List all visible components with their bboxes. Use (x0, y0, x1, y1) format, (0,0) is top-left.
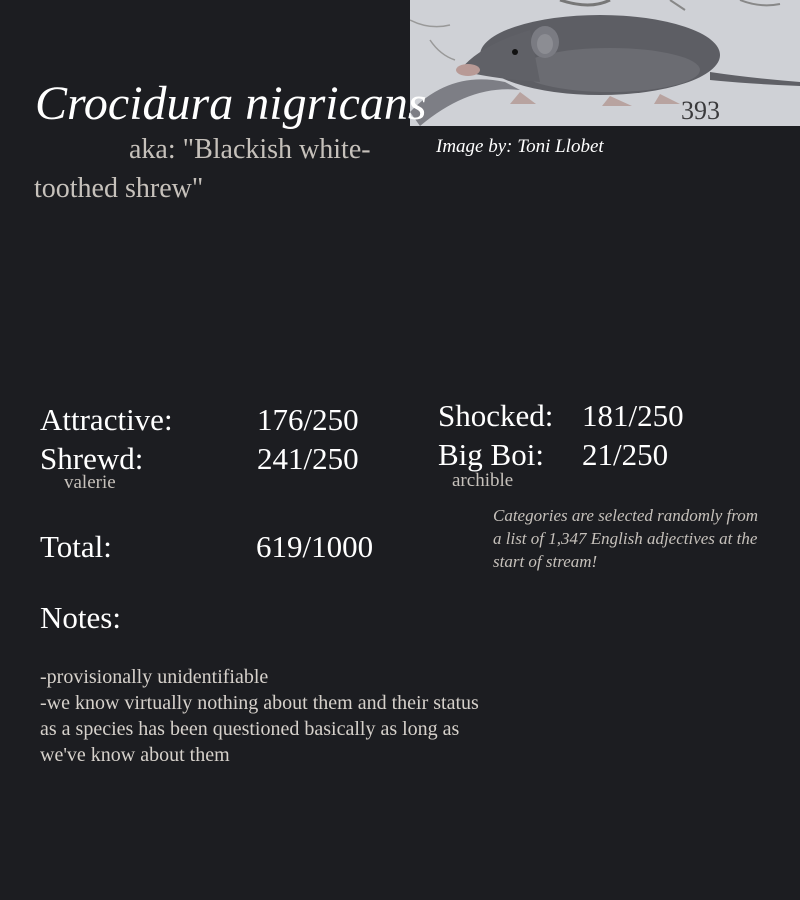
notes-title: Notes: (40, 600, 121, 635)
categories-note: Categories are selected randomly from a list of 1,347 English adjectives at the start of stream! (493, 506, 759, 571)
notes-line: as a species has been questioned basically as long as (40, 718, 460, 740)
score-value-big-boi: 21/250 (582, 437, 669, 472)
shrew-illustration (410, 0, 800, 126)
total-label: Total: (40, 529, 112, 564)
plate-number: 393 (681, 96, 720, 125)
notes-line: we've know about them (40, 744, 230, 766)
score-value-shrewd: 241/250 (257, 441, 359, 476)
score-label-shrewd: Shrewd: (40, 441, 144, 476)
score-value-shocked: 181/250 (582, 398, 684, 433)
common-name-line1: aka: "Blackish white- (129, 134, 371, 165)
notes-body (40, 664, 520, 768)
shrew-drawing (410, 0, 800, 126)
notes-line: -we know virtually nothing about them and their status (40, 692, 479, 714)
score-label-big-boi: Big Boi: (438, 437, 544, 472)
score-label-attractive: Attractive: (40, 402, 173, 437)
image-credit: Image by: Toni Llobet (436, 136, 604, 157)
score-label-shocked: Shocked: (438, 398, 554, 433)
category-credit-big-boi: archible (452, 470, 514, 491)
total-value: 619/1000 (256, 529, 374, 564)
notes-line: -provisionally unidentifiable (40, 666, 269, 688)
category-credit-shrewd: valerie (64, 472, 116, 493)
common-name-line2: toothed shrew" (34, 173, 204, 204)
score-value-attractive: 176/250 (257, 402, 359, 437)
scientific-name: Crocidura nigricans (35, 77, 427, 130)
